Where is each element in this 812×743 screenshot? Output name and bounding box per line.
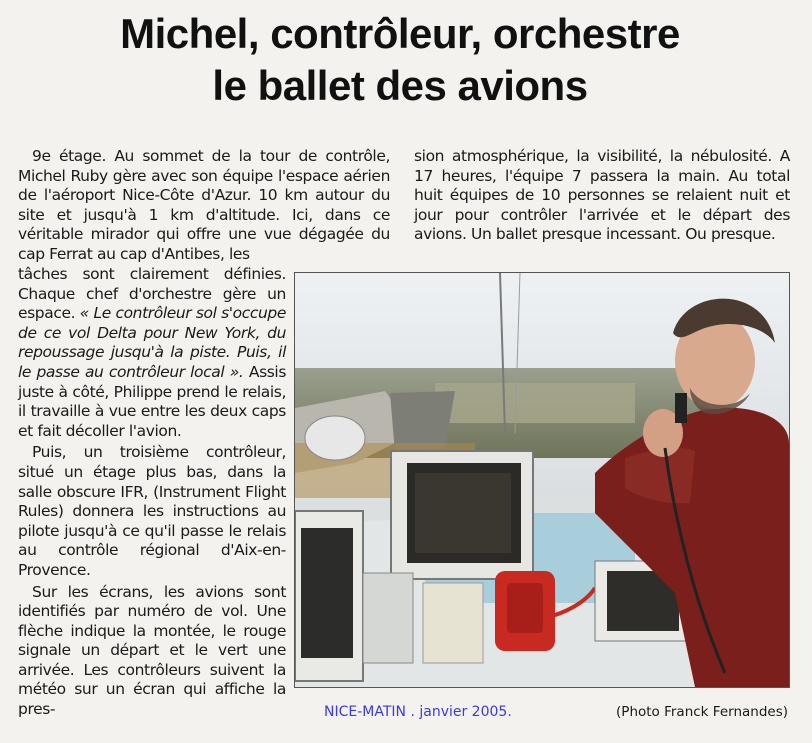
article-text: Assis juste à côté, Philippe prend le relais, il travaille à vue entre les deux caps et fait décoller l'avion. <box>18 362 286 440</box>
article-paragraph-continued: sion atmosphérique, la visibilité, la nébulosité. A 17 heures, l'équipe 7 passera la main. Au total huit équipes de 10 personnes se relaient nuit et jour pour contrôler l'arrivée et le départ des avions. Un ballet presque incessant. Ou presque. <box>414 147 790 244</box>
article-paragraph-3: Sur les écrans, les avions sont identifiés par numéro de vol. Une flèche indique la montée, le rouge signale un départ et le vert une arrivée. Les contrôleurs suivent la météo sur un écran qui affiche la pres- <box>18 582 286 719</box>
photo-credit: (Photo Franck Fernandes) <box>616 704 788 720</box>
article-paragraph-1 <box>18 265 286 441</box>
article-paragraph-intro: 9e étage. Au sommet de la tour de contrôle, Michel Ruby gère avec son équipe l'espace aérien de l'aéroport Nice-Côte d'Azur. 10 km autour du site et jusqu'à 1 km d'altitude. Ici, dans ce véritable mirador qui offre une vue dégagée du cap Ferrat au cap d'Antibes, les <box>18 147 390 263</box>
control-tower-photo-illustration <box>295 273 789 687</box>
article-paragraph-2: Puis, un troisième contrôleur, situé un étage plus bas, dans la salle obscure IFR, (Instrument Flight Rules) donnera les instructions au pilote jusqu'à ce qu'il passe le relais au contrôle régional d'Aix-en-Provence. <box>18 443 286 579</box>
headline-line-2: le ballet des avions <box>212 62 588 109</box>
headline <box>110 8 690 112</box>
article-quote: « Le contrôleur sol s'occupe de ce vol Delta pour New York, du repoussage jusqu'à la piste. Puis, il le passe au contrôleur local ». <box>18 304 286 381</box>
article-text: tâches sont clairement définies. Chaque chef d'orchestre gère un espace. <box>18 265 286 323</box>
article-column-right <box>414 147 790 245</box>
control-tower-photo <box>294 272 790 688</box>
monitor-center <box>391 451 533 579</box>
source-credit: NICE-MATIN . janvier 2005. <box>324 704 512 720</box>
article-column-left-top <box>18 147 390 265</box>
headline-line-1: Michel, contrôleur, orchestre <box>120 10 680 57</box>
monitor-left <box>295 511 363 681</box>
article-column-left-bottom <box>18 265 286 720</box>
